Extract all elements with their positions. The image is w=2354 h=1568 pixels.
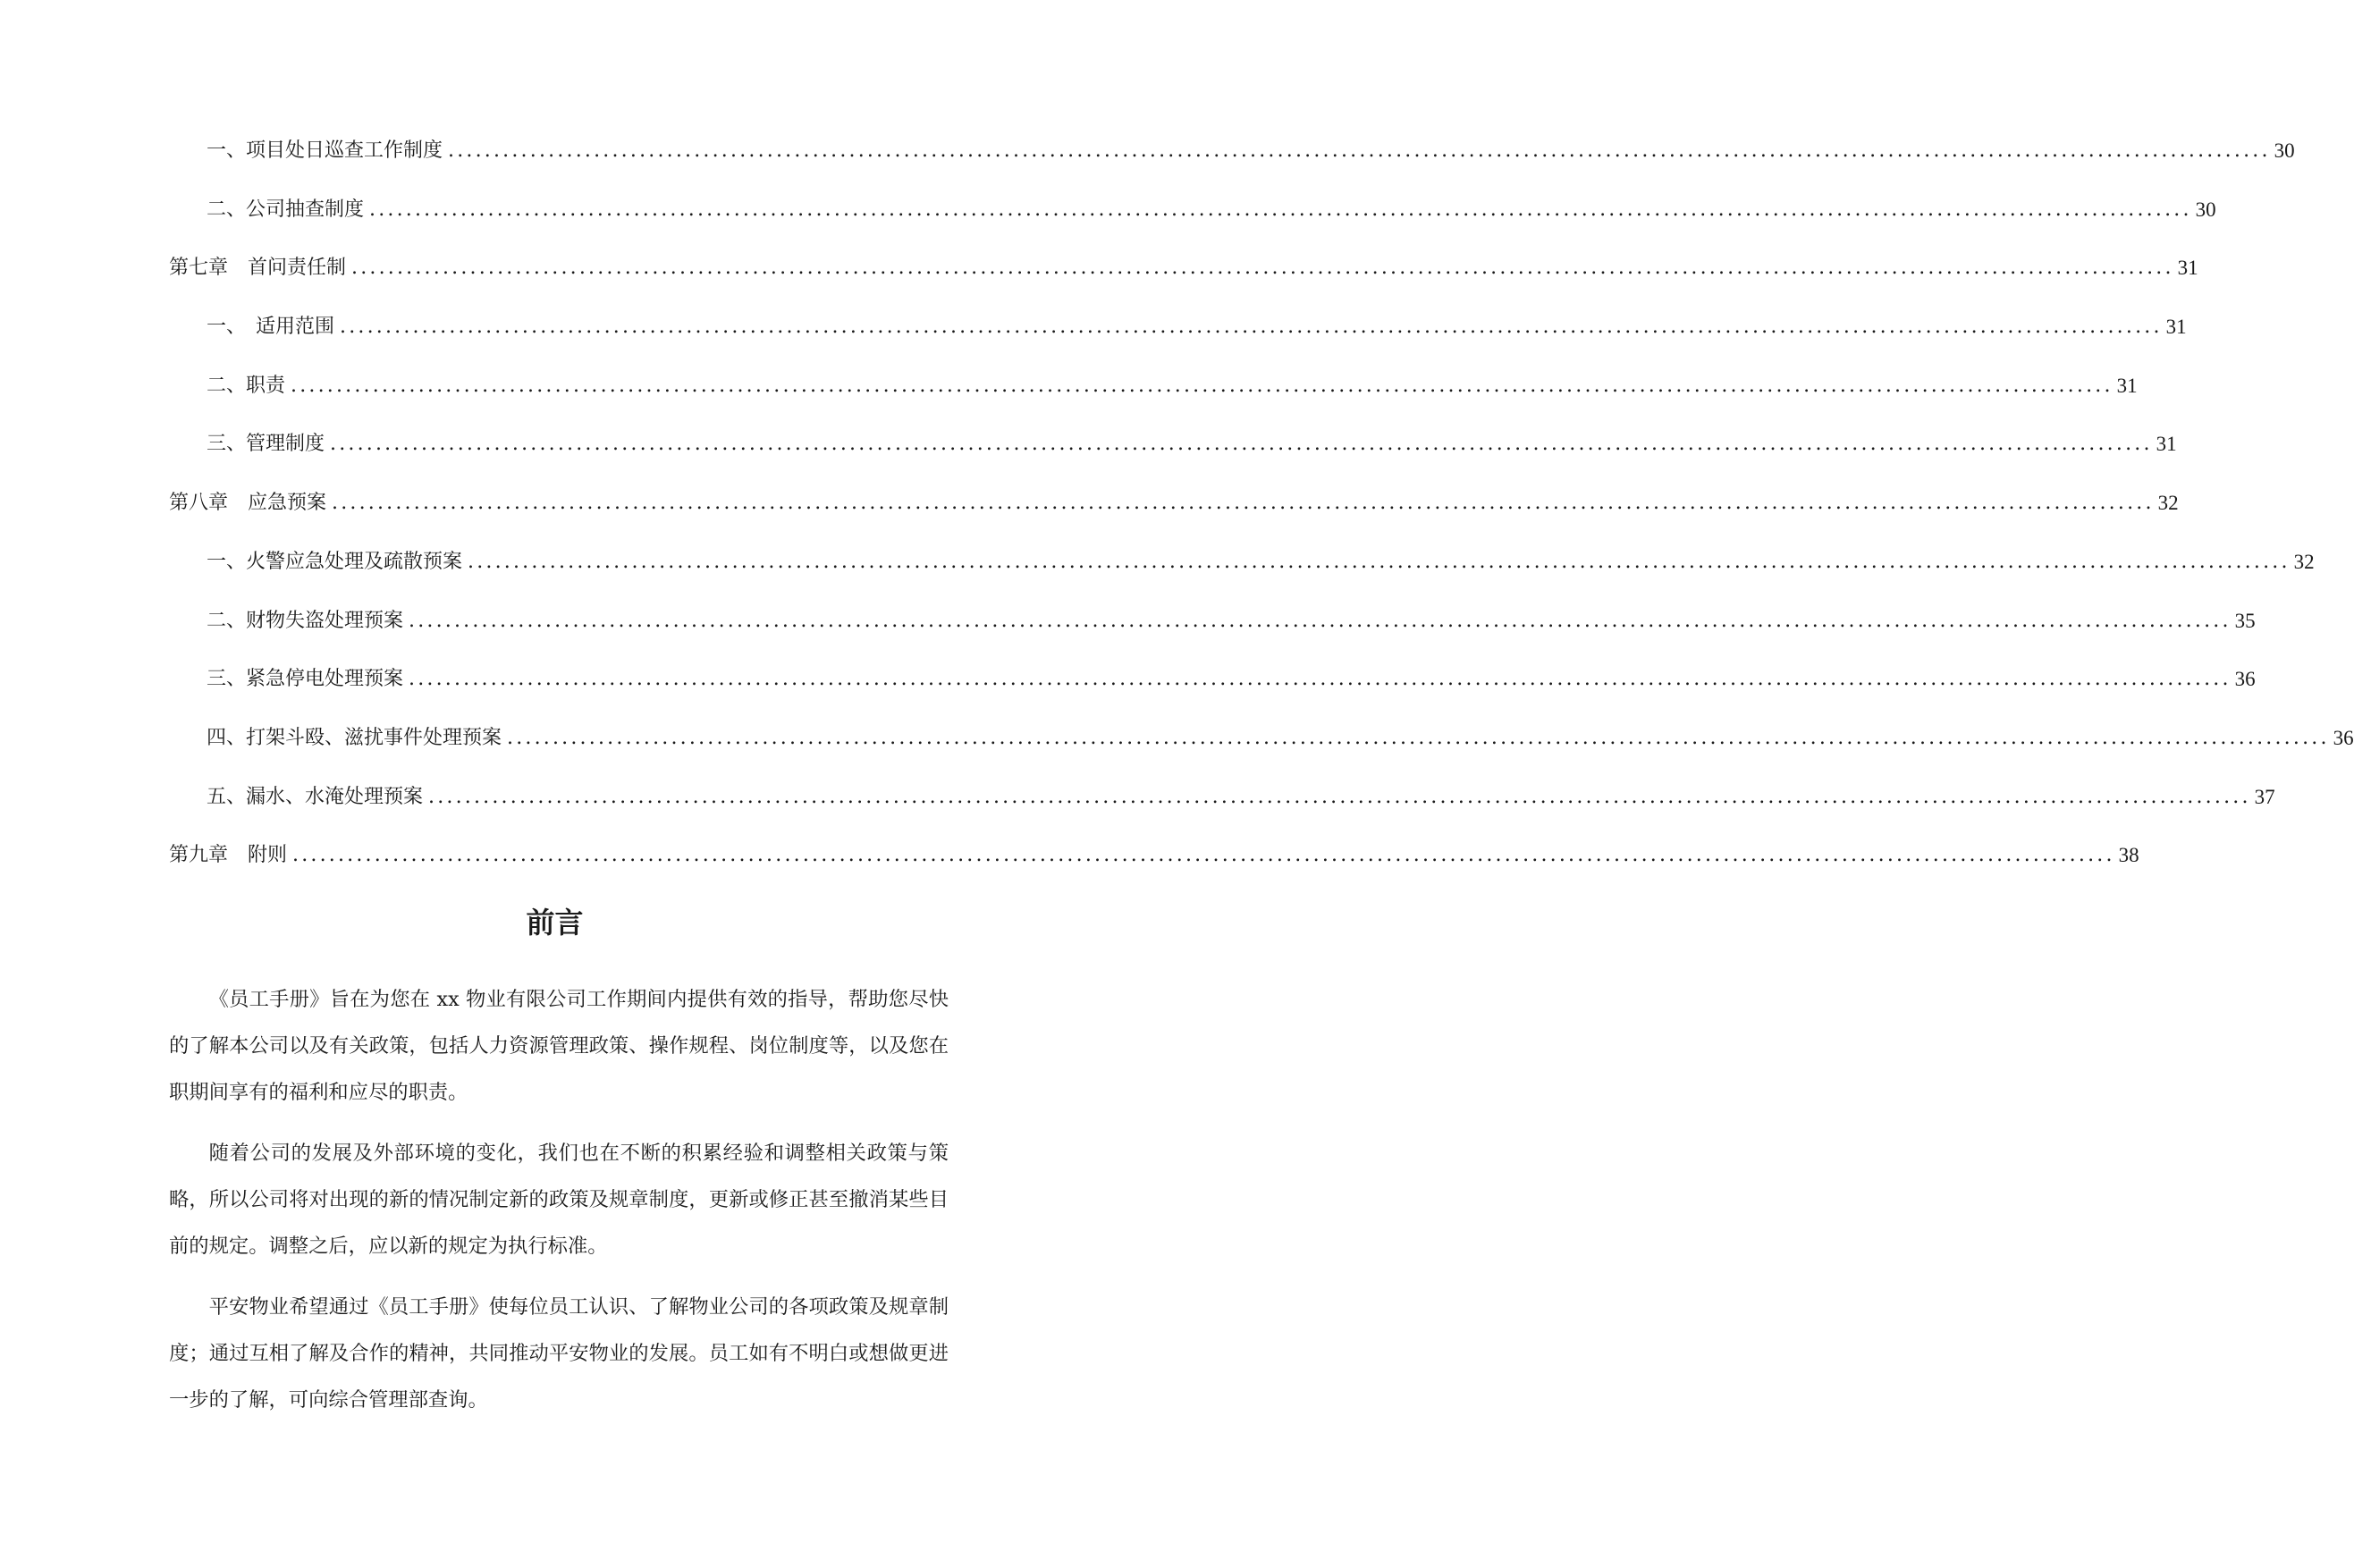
toc-entry-label: 二、职责	[207, 373, 291, 400]
toc-entry-page: 32	[2293, 550, 2315, 573]
toc-chapter-entry[interactable]	[169, 490, 2179, 549]
toc-entry[interactable]	[169, 784, 2275, 843]
toc-entry[interactable]	[169, 138, 2295, 197]
toc-entry-page: 35	[2234, 609, 2256, 632]
toc-leader-dots: ........................................................................................................................................................................................................	[351, 257, 2174, 280]
toc-entry[interactable]	[169, 608, 2256, 667]
toc-entry-label: 三、管理制度	[207, 431, 330, 458]
toc-entry-page: 30	[2195, 198, 2216, 221]
preface-paragraph: 《员工手册》旨在为您在 xx 物业有限公司工作期间内提供有效的指导，帮助您尽快的了解本公司以及有关政策，包括人力资源管理政策、操作规程、岗位制度等，以及您在职期间享有的福利和应尽的职责。	[169, 988, 949, 1104]
toc-entry-label: 第七章 首问责任制	[169, 255, 351, 282]
toc-leader-dots: ........................................................................................................................................................................................................	[468, 550, 2291, 573]
toc-leader-dots: ........................................................................................................................................................................................................	[292, 844, 2115, 867]
toc-entry-label: 四、打架斗殴、滋扰事件处理预案	[207, 725, 507, 752]
toc-entry-page: 36	[2333, 726, 2354, 749]
toc-entry[interactable]	[169, 314, 2187, 373]
toc-entry[interactable]	[169, 373, 2138, 432]
toc-entry[interactable]	[169, 725, 2354, 784]
toc-entry-page: 31	[2156, 433, 2177, 456]
toc-leader-dots: ........................................................................................................................................................................................................	[291, 374, 2114, 397]
preface-paragraph: 平安物业希望通过《员工手册》使每位员工认识、了解物业公司的各项政策及规章制度；通过互相了解及合作的精神，共同推动平安物业的发展。员工如有不明白或想做更进一步的了解，可向综合管理部查询。	[169, 1295, 949, 1412]
preface-body	[169, 976, 949, 1437]
toc-leader-dots: ........................................................................................................................................................................................................	[330, 433, 2153, 456]
toc-leader-dots: ........................................................................................................................................................................................................	[369, 198, 2192, 221]
toc-leader-dots: ........................................................................................................................................................................................................	[409, 668, 2232, 691]
toc-entry-page: 30	[2274, 139, 2295, 162]
toc-entry-page: 31	[2116, 374, 2138, 397]
toc-leader-dots: ........................................................................................................................................................................................................	[340, 316, 2163, 339]
toc-leader-dots: ........................................................................................................................................................................................................	[409, 609, 2232, 632]
toc-entry-label: 一、 适用范围	[207, 314, 340, 341]
toc-entry[interactable]	[169, 666, 2256, 725]
preface-heading: 前言	[526, 906, 584, 940]
toc-entry-page: 36	[2234, 668, 2256, 691]
toc-entry-label: 第九章 附则	[169, 842, 292, 869]
toc-entry-page: 32	[2157, 492, 2179, 515]
toc-entry-label: 一、火警应急处理及疏散预案	[207, 549, 468, 576]
toc-entry-page: 37	[2254, 785, 2275, 808]
toc-entry-page: 38	[2118, 844, 2139, 867]
toc-entry-label: 二、公司抽查制度	[207, 197, 369, 223]
toc-entry-label: 第八章 应急预案	[169, 490, 332, 517]
toc-entry-label: 五、漏水、水淹处理预案	[207, 784, 428, 811]
toc-leader-dots: ........................................................................................................................................................................................................	[448, 139, 2271, 162]
toc-entry[interactable]	[169, 549, 2315, 608]
toc-leader-dots: ........................................................................................................................................................................................................	[507, 726, 2330, 749]
toc-entry[interactable]	[169, 431, 2177, 490]
toc-entry-page: 31	[2165, 316, 2187, 339]
toc-entry-page: 31	[2177, 257, 2198, 280]
toc-entry-label: 二、财物失盗处理预案	[207, 608, 409, 635]
toc-entry-label: 一、项目处日巡查工作制度	[207, 138, 448, 164]
preface-paragraph: 随着公司的发展及外部环境的变化，我们也在不断的积累经验和调整相关政策与策略，所以公司将对出现的新的情况制定新的政策及规章制度，更新或修正甚至撤消某些目前的规定。调整之后，应以新的规定为执行标准。	[169, 1142, 949, 1258]
toc-chapter-entry[interactable]	[169, 842, 2139, 901]
toc-entry[interactable]	[169, 197, 2216, 256]
toc-leader-dots: ........................................................................................................................................................................................................	[428, 785, 2251, 808]
table-of-contents	[169, 138, 2354, 901]
toc-entry-label: 三、紧急停电处理预案	[207, 666, 409, 693]
toc-chapter-entry[interactable]	[169, 255, 2198, 314]
toc-leader-dots: ........................................................................................................................................................................................................	[332, 492, 2155, 515]
